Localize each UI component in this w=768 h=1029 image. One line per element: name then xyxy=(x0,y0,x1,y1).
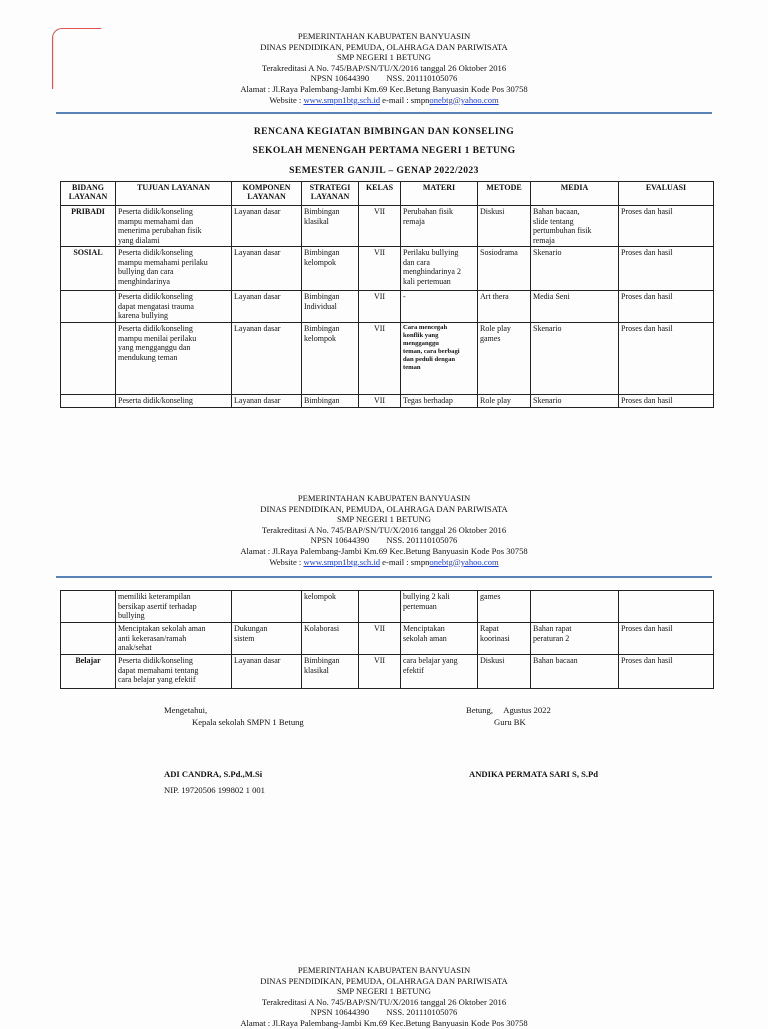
cell-line: Peserta didik/konseling xyxy=(118,656,193,665)
website-link[interactable]: www.smpn1btg.sch.id xyxy=(303,94,381,105)
cell-line: Bimbingan xyxy=(304,656,340,665)
doc-title-school: SEKOLAH MENENGAH PERTAMA NEGERI 1 BETUNG xyxy=(252,145,516,156)
letterhead-contact xyxy=(0,95,768,106)
cell-line: Role play xyxy=(480,396,511,405)
header-materi xyxy=(401,182,478,206)
cell-tujuan xyxy=(116,395,232,408)
cell-line: Diskusi xyxy=(480,207,505,216)
cell-line: Kolaborasi xyxy=(304,624,340,633)
cell-line: bullying dan cara xyxy=(118,267,174,276)
cell-line: BIDANG xyxy=(71,183,104,192)
cell-line: Layanan dasar xyxy=(234,396,281,405)
table-row xyxy=(61,247,714,291)
cell-kelas xyxy=(359,591,401,623)
letterhead-rule xyxy=(56,576,712,578)
cell-line: sekolah aman xyxy=(403,633,447,643)
cell-bidang xyxy=(61,291,116,323)
cell-line: Bimbingan xyxy=(304,324,340,333)
letterhead-accreditation: Terakreditasi A No. 745/BAP/SN/TU/X/2016 tanggal 26 Oktober 2016 xyxy=(261,996,507,1007)
cell-line: anti kekerasan/ramah xyxy=(118,633,187,643)
cell-strategi xyxy=(302,591,359,623)
cell-line: pertemuan xyxy=(403,601,437,611)
cell-evaluasi xyxy=(619,655,714,689)
cell-line: LAYANAN xyxy=(68,192,108,201)
email-label: e-mail : smpn xyxy=(380,556,430,567)
cell-metode xyxy=(478,395,531,408)
cell-line: Bimbingan xyxy=(304,292,340,301)
sig-principal-name: ADI CANDRA, S.Pd.,M.Si xyxy=(164,769,263,779)
cell-line: VII xyxy=(373,324,386,333)
sig-principal-role: Kepala sekolah SMPN 1 Betung xyxy=(192,717,304,727)
cell-line: Rapat xyxy=(480,624,499,633)
cell-line: bullying xyxy=(118,611,145,620)
cell-line: MEDIA xyxy=(560,183,589,192)
cell-strategi xyxy=(302,655,359,689)
letterhead-school: SMP NEGERI 1 BETUNG xyxy=(337,986,431,997)
cell-line: cara belajar yang efektif xyxy=(118,675,196,684)
cell-media xyxy=(531,206,619,247)
cell-line: Cara mencegah xyxy=(403,324,448,331)
cell-media xyxy=(531,323,619,395)
table-row xyxy=(61,206,714,247)
cell-line: Proses dan hasil xyxy=(621,656,673,665)
cell-line: dan peduli dengan xyxy=(403,356,456,363)
cell-tujuan xyxy=(116,247,232,291)
cell-materi xyxy=(401,591,478,623)
cell-line: KOMPONEN xyxy=(242,183,291,192)
cell-line: Proses dan hasil xyxy=(621,248,673,257)
cell-line: Tegas berhadap xyxy=(403,396,453,405)
letterhead-address: Alamat : Jl.Raya Palembang-Jambi Km.69 Kec.Betung Banyuasin Kode Pos 30758 xyxy=(240,545,528,556)
cell-line: Proses dan hasil xyxy=(621,396,673,405)
cell-materi xyxy=(401,623,478,655)
letterhead-government: PEMERINTAHAN KABUPATEN BANYUASIN xyxy=(297,965,471,975)
cell-line: karena bullying xyxy=(118,311,168,320)
cell-komponen xyxy=(232,291,302,323)
letterhead-address: Alamat : Jl.Raya Palembang-Jambi Km.69 Kec.Betung Banyuasin Kode Pos 30758 xyxy=(240,83,528,94)
cell-line: Layanan dasar xyxy=(234,656,281,665)
cell-line: slide tentang xyxy=(533,216,574,226)
cell-line: bullying 2 kali xyxy=(403,592,450,601)
cell-kelas xyxy=(359,655,401,689)
cell-line: klasikal xyxy=(304,665,329,675)
cell-materi xyxy=(401,655,478,689)
cell-line: TUJUAN LAYANAN xyxy=(137,183,210,192)
cell-metode xyxy=(478,206,531,247)
cell-line: kelompok xyxy=(304,333,336,343)
cell-line: Bahan bacaan xyxy=(533,656,578,665)
cell-line: mengganggu xyxy=(403,340,439,347)
cell-line: mampu memahami dan xyxy=(118,216,194,226)
cell-line: kelompok xyxy=(304,592,336,601)
cell-line: Bimbingan xyxy=(304,248,340,257)
cell-line: mampu menilai perilaku xyxy=(118,333,197,343)
letterhead-npsn: NPSN 10644390 NSS. 201110105076 xyxy=(310,73,458,84)
cell-komponen xyxy=(232,655,302,689)
letterhead-school: SMP NEGERI 1 BETUNG xyxy=(337,52,431,63)
header-komponen-layanan xyxy=(232,182,302,206)
table-row xyxy=(61,591,714,623)
cell-bidang xyxy=(61,247,116,291)
cell-line: Media Seni xyxy=(533,292,570,301)
cell-line: Menciptakan sekolah aman xyxy=(118,624,206,633)
cell-line: LAYANAN xyxy=(310,192,350,201)
letterhead-npsn: NPSN 10644390 NSS. 201110105076 xyxy=(310,1007,458,1018)
cell-line: games xyxy=(480,592,501,601)
cell-tujuan xyxy=(116,623,232,655)
cell-line: mendukung teman xyxy=(118,352,178,362)
sig-principal-nip: NIP. 19720506 199802 1 001 xyxy=(164,785,265,795)
letterhead-page-2 xyxy=(0,493,768,567)
letterhead-school: SMP NEGERI 1 BETUNG xyxy=(337,514,431,525)
cell-komponen xyxy=(232,623,302,655)
cell-line: SOSIAL xyxy=(73,248,103,257)
cell-materi xyxy=(401,247,478,291)
cell-line: cara belajar yang xyxy=(403,656,458,665)
cell-line: LAYANAN xyxy=(247,192,286,201)
cell-line: KELAS xyxy=(365,183,394,192)
website-label: Website : xyxy=(269,94,304,105)
header-tujuan-layanan xyxy=(116,182,232,206)
cell-line: MATERI xyxy=(422,183,456,192)
table-row xyxy=(61,323,714,395)
letterhead-rule xyxy=(56,112,712,114)
website-label: Website : xyxy=(269,556,304,567)
cell-line: Proses dan hasil xyxy=(621,207,673,216)
letterhead-department: DINAS PENDIDIKAN, PEMUDA, OLAHRAGA DAN PARIWISATA xyxy=(260,975,508,986)
cell-line: Perubahan fisik xyxy=(403,207,453,216)
cell-komponen xyxy=(232,591,302,623)
table-row xyxy=(61,395,714,408)
cell-line: Dukungan xyxy=(234,624,268,633)
cell-line: Layanan dasar xyxy=(234,292,281,301)
cell-tujuan xyxy=(116,206,232,247)
header-bidang-layanan xyxy=(61,182,116,206)
email-label: e-mail : smpn xyxy=(380,94,430,105)
plan-table-page-1 xyxy=(60,181,714,408)
cell-kelas xyxy=(359,247,401,291)
cell-line: Diskusi xyxy=(480,656,505,665)
header-strategi-layanan xyxy=(302,182,359,206)
cell-evaluasi xyxy=(619,323,714,395)
cell-line: Menciptakan xyxy=(403,624,445,633)
cell-materi xyxy=(401,206,478,247)
cell-bidang xyxy=(61,206,116,247)
email-link[interactable]: onebtg@yahoo.com xyxy=(429,94,499,105)
cell-bidang xyxy=(61,623,116,655)
letterhead-contact xyxy=(0,557,768,568)
cell-komponen xyxy=(232,395,302,408)
cell-media xyxy=(531,591,619,623)
cell-line: peraturan 2 xyxy=(533,633,570,643)
cell-strategi xyxy=(302,623,359,655)
cell-line: Proses dan hasil xyxy=(621,324,673,333)
cell-metode xyxy=(478,623,531,655)
cell-line: anak/sehat xyxy=(118,643,152,652)
cell-komponen xyxy=(232,323,302,395)
cell-strategi xyxy=(302,291,359,323)
cell-line: Art thera xyxy=(480,292,509,301)
cell-line: VII xyxy=(373,396,386,405)
cell-line: remaja xyxy=(403,216,425,226)
cell-line: remaja xyxy=(533,235,555,245)
cell-line: Peserta didik/konseling xyxy=(118,248,193,257)
cell-line: Peserta didik/konseling xyxy=(118,292,193,301)
cell-kelas xyxy=(359,623,401,655)
cell-metode xyxy=(478,247,531,291)
cell-materi xyxy=(401,291,478,323)
cell-strategi xyxy=(302,395,359,408)
cell-evaluasi xyxy=(619,247,714,291)
sig-counselor-name: ANDIKA PERMATA SARI S, S.Pd xyxy=(469,769,599,779)
cell-strategi xyxy=(302,247,359,291)
cell-line: Bahan bacaan, xyxy=(533,207,580,216)
cell-bidang xyxy=(61,655,116,689)
cell-line: yang mengganggu dan xyxy=(118,343,191,352)
sig-acknowledged-label: Mengetahui, xyxy=(164,705,208,715)
cell-tujuan xyxy=(116,655,232,689)
cell-line: konflik yang xyxy=(403,332,439,339)
table-row xyxy=(61,291,714,323)
cell-line: Skenario xyxy=(533,248,562,257)
cell-line: VII xyxy=(373,248,386,257)
cell-line: kelompok xyxy=(304,257,336,267)
cell-bidang xyxy=(61,591,116,623)
cell-line: Bahan rapat xyxy=(533,624,572,633)
cell-line: Layanan dasar xyxy=(234,248,281,257)
cell-strategi xyxy=(302,323,359,395)
cell-line: PRIBADI xyxy=(71,207,105,216)
cell-strategi xyxy=(302,206,359,247)
cell-tujuan xyxy=(116,291,232,323)
cell-evaluasi xyxy=(619,395,714,408)
website-link[interactable]: www.smpn1btg.sch.id xyxy=(303,556,381,567)
cell-line: Peserta didik/konseling xyxy=(118,396,193,405)
cell-metode xyxy=(478,655,531,689)
letterhead-accreditation: Terakreditasi A No. 745/BAP/SN/TU/X/2016 tanggal 26 Oktober 2016 xyxy=(261,524,507,535)
cell-line: Role play xyxy=(480,324,511,333)
cell-materi xyxy=(401,395,478,408)
letterhead-department: DINAS PENDIDIKAN, PEMUDA, OLAHRAGA DAN PARIWISATA xyxy=(260,503,508,514)
letterhead-page-1 xyxy=(0,31,768,105)
cell-line: games xyxy=(480,333,501,343)
cell-media xyxy=(531,247,619,291)
cell-metode xyxy=(478,291,531,323)
cell-line: Perilaku bullying xyxy=(403,248,459,257)
cell-line: Proses dan hasil xyxy=(621,624,673,633)
letterhead-government: PEMERINTAHAN KABUPATEN BANYUASIN xyxy=(297,31,471,41)
header-kelas xyxy=(359,182,401,206)
cell-line: VII xyxy=(373,207,386,216)
cell-line: VII xyxy=(373,292,386,301)
cell-evaluasi xyxy=(619,591,714,623)
cell-komponen xyxy=(232,206,302,247)
cell-line: METODE xyxy=(486,183,522,192)
cell-line: Proses dan hasil xyxy=(621,292,673,301)
cell-line: Individual xyxy=(304,301,337,311)
cell-line: menghindarinya xyxy=(118,276,170,286)
cell-line: Sosiodrama xyxy=(480,248,518,257)
cell-line: STRATEGI xyxy=(309,183,351,192)
cell-tujuan xyxy=(116,591,232,623)
cell-line: Peserta didik/konseling xyxy=(118,207,193,216)
table-header-row xyxy=(61,182,714,206)
cell-line: menerima perubahan fisik xyxy=(118,226,202,235)
cell-line: teman xyxy=(403,364,421,371)
cell-line: Bimbingan xyxy=(304,396,340,405)
email-link[interactable]: onebtg@yahoo.com xyxy=(429,556,499,567)
letterhead-government: PEMERINTAHAN KABUPATEN BANYUASIN xyxy=(297,493,471,503)
cell-line: mampu memahami perilaku xyxy=(118,257,208,267)
cell-line: kali pertemuan xyxy=(403,276,451,286)
cell-line: sistem xyxy=(234,633,255,643)
cell-evaluasi xyxy=(619,291,714,323)
header-media xyxy=(531,182,619,206)
header-evaluasi xyxy=(619,182,714,206)
cell-line: yang dialami xyxy=(118,235,160,245)
cell-bidang xyxy=(61,323,116,395)
cell-metode xyxy=(478,591,531,623)
letterhead-accreditation: Terakreditasi A No. 745/BAP/SN/TU/X/2016 tanggal 26 Oktober 2016 xyxy=(261,62,507,73)
cell-line: memiliki keterampilan xyxy=(118,592,191,601)
plan-table-page-2 xyxy=(60,590,714,689)
cell-line: Belajar xyxy=(75,656,101,665)
cell-tujuan xyxy=(116,323,232,395)
table-row xyxy=(61,623,714,655)
cell-line: menghindarinya 2 xyxy=(403,267,461,276)
cell-line: - xyxy=(403,292,406,301)
cell-line: klasikal xyxy=(304,216,329,226)
cell-line: Bimbingan xyxy=(304,207,340,216)
cell-line: efektif xyxy=(403,665,424,675)
sig-counselor-role: Guru BK xyxy=(494,717,526,727)
letterhead-department: DINAS PENDIDIKAN, PEMUDA, OLAHRAGA DAN PARIWISATA xyxy=(260,41,508,52)
cell-media xyxy=(531,623,619,655)
cell-kelas xyxy=(359,395,401,408)
doc-title-plan: RENCANA KEGIATAN BIMBINGAN DAN KONSELING xyxy=(253,126,515,137)
cell-line: Layanan dasar xyxy=(234,207,281,216)
cell-media xyxy=(531,291,619,323)
cell-line: VII xyxy=(373,624,386,633)
cell-kelas xyxy=(359,291,401,323)
cell-bidang xyxy=(61,395,116,408)
cell-line: Layanan dasar xyxy=(234,324,281,333)
letterhead-address: Alamat : Jl.Raya Palembang-Jambi Km.69 Kec.Betung Banyuasin Kode Pos 30758 xyxy=(240,1017,528,1028)
cell-kelas xyxy=(359,206,401,247)
cell-line: Peserta didik/konseling xyxy=(118,324,193,333)
sig-place-date: Betung, Agustus 2022 xyxy=(466,705,551,715)
cell-kelas xyxy=(359,323,401,395)
cell-line: EVALUASI xyxy=(645,183,687,192)
cell-materi xyxy=(401,323,478,395)
table-row xyxy=(61,655,714,689)
cell-evaluasi xyxy=(619,623,714,655)
doc-title-semester: SEMESTER GANJIL – GENAP 2022/2023 xyxy=(289,165,479,176)
cell-line: dapat mengatasi trauma xyxy=(118,301,194,311)
cell-metode xyxy=(478,323,531,395)
cell-line: dapat memahami tentang xyxy=(118,665,199,675)
cell-line: koorinasi xyxy=(480,633,510,643)
cell-line: Skenario xyxy=(533,396,562,405)
header-metode xyxy=(478,182,531,206)
cell-komponen xyxy=(232,247,302,291)
cell-media xyxy=(531,655,619,689)
letterhead-npsn: NPSN 10644390 NSS. 201110105076 xyxy=(310,535,458,546)
cell-line: dan cara xyxy=(403,257,430,267)
cell-line: bersikap asertif terhadap xyxy=(118,601,197,611)
cell-line: Skenario xyxy=(533,324,562,333)
letterhead-page-3 xyxy=(0,965,768,1029)
cell-evaluasi xyxy=(619,206,714,247)
cell-line: pertumbuhan fisik xyxy=(533,226,592,235)
cell-line: VII xyxy=(373,656,386,665)
cell-media xyxy=(531,395,619,408)
cell-line: teman, cara berbagi xyxy=(403,348,460,355)
